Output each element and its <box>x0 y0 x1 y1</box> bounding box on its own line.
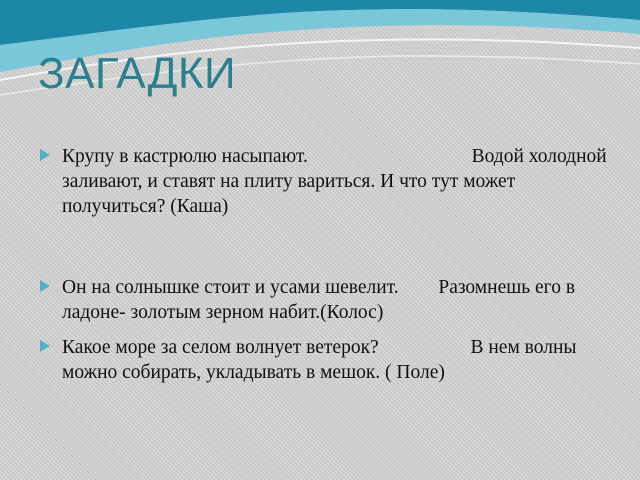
riddle-item <box>40 335 610 385</box>
riddle-text-part2: Разомнешь его в ладоне- золотым зерном набит.(Колос) <box>62 277 576 323</box>
slide-title: ЗАГАДКИ <box>38 49 237 98</box>
bullet-arrow-icon <box>40 280 50 292</box>
riddle-item <box>40 275 610 325</box>
riddle-text-part1: Какое море за селом волнует ветерок? <box>62 337 379 358</box>
riddle-list <box>40 144 610 385</box>
riddle-text-part2: В нем волны можно собирать, укладывать в мешок. ( Поле) <box>62 337 577 383</box>
riddle-text-part2: Водой холодной заливают, и ставят на плиту вариться. И что тут может получиться? (Каша) <box>62 146 607 217</box>
riddle-item <box>40 144 610 219</box>
riddle-text-part1: Крупу в кастрюлю насыпают. <box>62 146 308 167</box>
bullet-arrow-icon <box>40 340 50 352</box>
bullet-arrow-icon <box>40 149 50 161</box>
riddle-text-part1: Он на солнышке стоит и усами шевелит. <box>62 277 399 298</box>
